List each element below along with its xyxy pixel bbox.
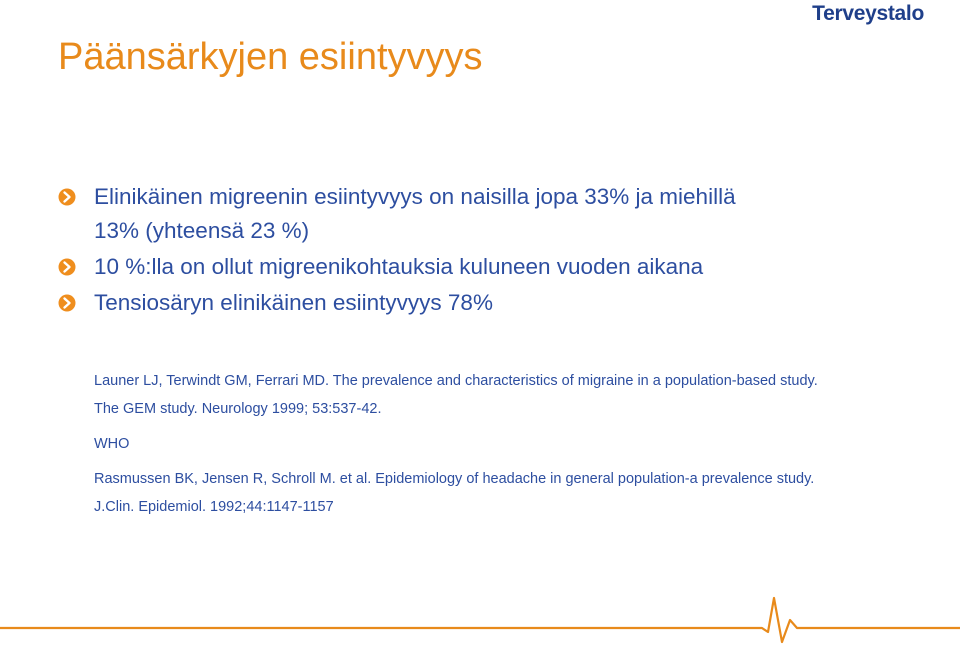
bullet-item-tension-headache	[58, 286, 918, 320]
bullet-text-line1: Elinikäinen migreenin esiintyvyys on naisilla jopa 33% ja miehillä	[94, 184, 736, 209]
bullet-text-line1: 10 %:lla on ollut migreenikohtauksia kuluneen vuoden aikana	[94, 254, 704, 279]
bullet-chevron-icon	[58, 258, 76, 276]
bullet-text-line1: Tensiosäryn elinikäinen esiintyvyys 78%	[94, 290, 493, 315]
heartbeat-line-icon	[0, 592, 960, 646]
bullet-chevron-icon	[58, 294, 76, 312]
references	[94, 372, 934, 516]
slide-title: Päänsärkyjen esiintyvyys	[58, 36, 483, 78]
reference-line: Rasmussen BK, Jensen R, Schroll M. et al. Epidemiology of headache in general population-a prevalence study.	[94, 471, 815, 487]
bullet-chevron-icon	[58, 188, 76, 206]
reference-line: The GEM study. Neurology 1999; 53:537-42.	[94, 401, 382, 417]
bullet-item-lifetime-migraine	[58, 180, 918, 248]
terveystalo-logo: Terveystalo	[812, 2, 924, 25]
bullet-list	[58, 180, 918, 320]
reference-line: Launer LJ, Terwindt GM, Ferrari MD. The prevalence and characteristics of migraine in a population-based study.	[94, 373, 818, 389]
bullet-text-line2: 13% (yhteensä 23 %)	[94, 218, 310, 243]
bullet-item-annual-migraine	[58, 250, 918, 284]
reference-line: WHO	[94, 436, 130, 452]
reference-line: J.Clin. Epidemiol. 1992;44:1147-1157	[94, 499, 334, 515]
